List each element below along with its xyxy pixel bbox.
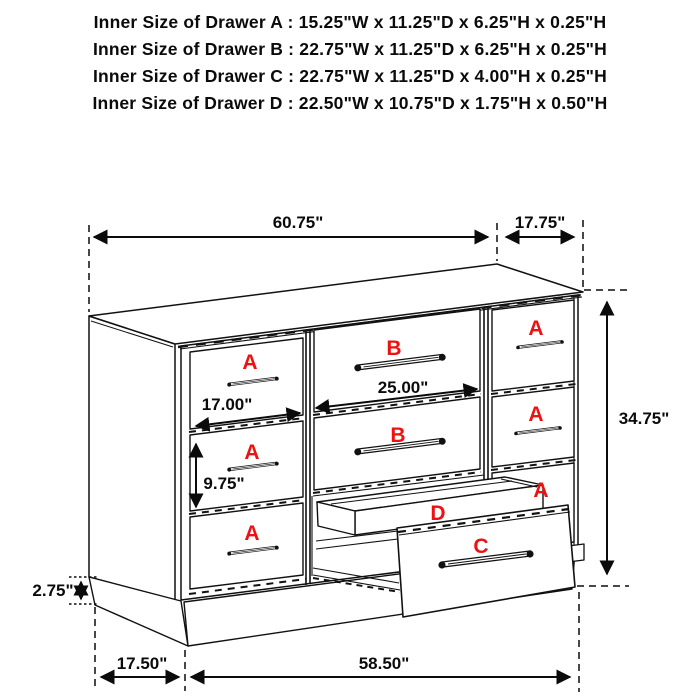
drawer-letter-pulled-c: C [473,535,489,558]
dim-label-middle-drawer-width: 25.00" [377,378,429,397]
drawer-letter-tray-d: D [430,502,446,525]
drawer-letter-left-bottom: A [244,522,260,545]
drawer-letter-right-top: A [528,317,544,340]
spec-line-drawer-b: Inner Size of Drawer B : 22.75"W x 11.25"D x 6.25"H x 0.25"H [92,39,608,59]
drawer-letter-right-bottom: A [533,479,549,502]
drawer-letter-left-middle: A [244,441,260,464]
spec-line-drawer-c: Inner Size of Drawer C : 22.75"W x 11.25"D x 4.00"H x 0.25"H [92,66,608,86]
spec-line-drawer-d: Inner Size of Drawer D : 22.50"W x 10.75"D x 1.75"H x 0.50"H [92,93,608,113]
drawer-letter-middle-bottom: B [390,424,406,447]
drawer-front-left-bottom [190,503,303,589]
cabinet-side-panel [89,316,175,600]
drawer-letter-right-middle: A [528,403,544,426]
dim-label-top-width: 60.75" [272,213,324,232]
spec-line-drawer-a: Inner Size of Drawer A : 15.25"W x 11.25"D x 6.25"H x 0.25"H [93,12,607,32]
dim-label-height: 34.75" [618,409,670,428]
drawer-letter-middle-top: B [386,337,402,360]
dim-label-base-side-depth: 17.50" [116,654,168,673]
dim-label-base-height: 2.75" [32,581,74,600]
dim-label-top-depth: 17.75" [514,213,566,232]
dim-label-left-drawer-width: 17.00" [201,395,253,414]
drawer-front-right-middle [492,387,574,467]
dim-label-left-drawer-height: 9.75" [203,474,245,493]
dim-label-base-front-width: 58.50" [358,654,410,673]
drawer-letter-left-top: A [242,351,258,374]
